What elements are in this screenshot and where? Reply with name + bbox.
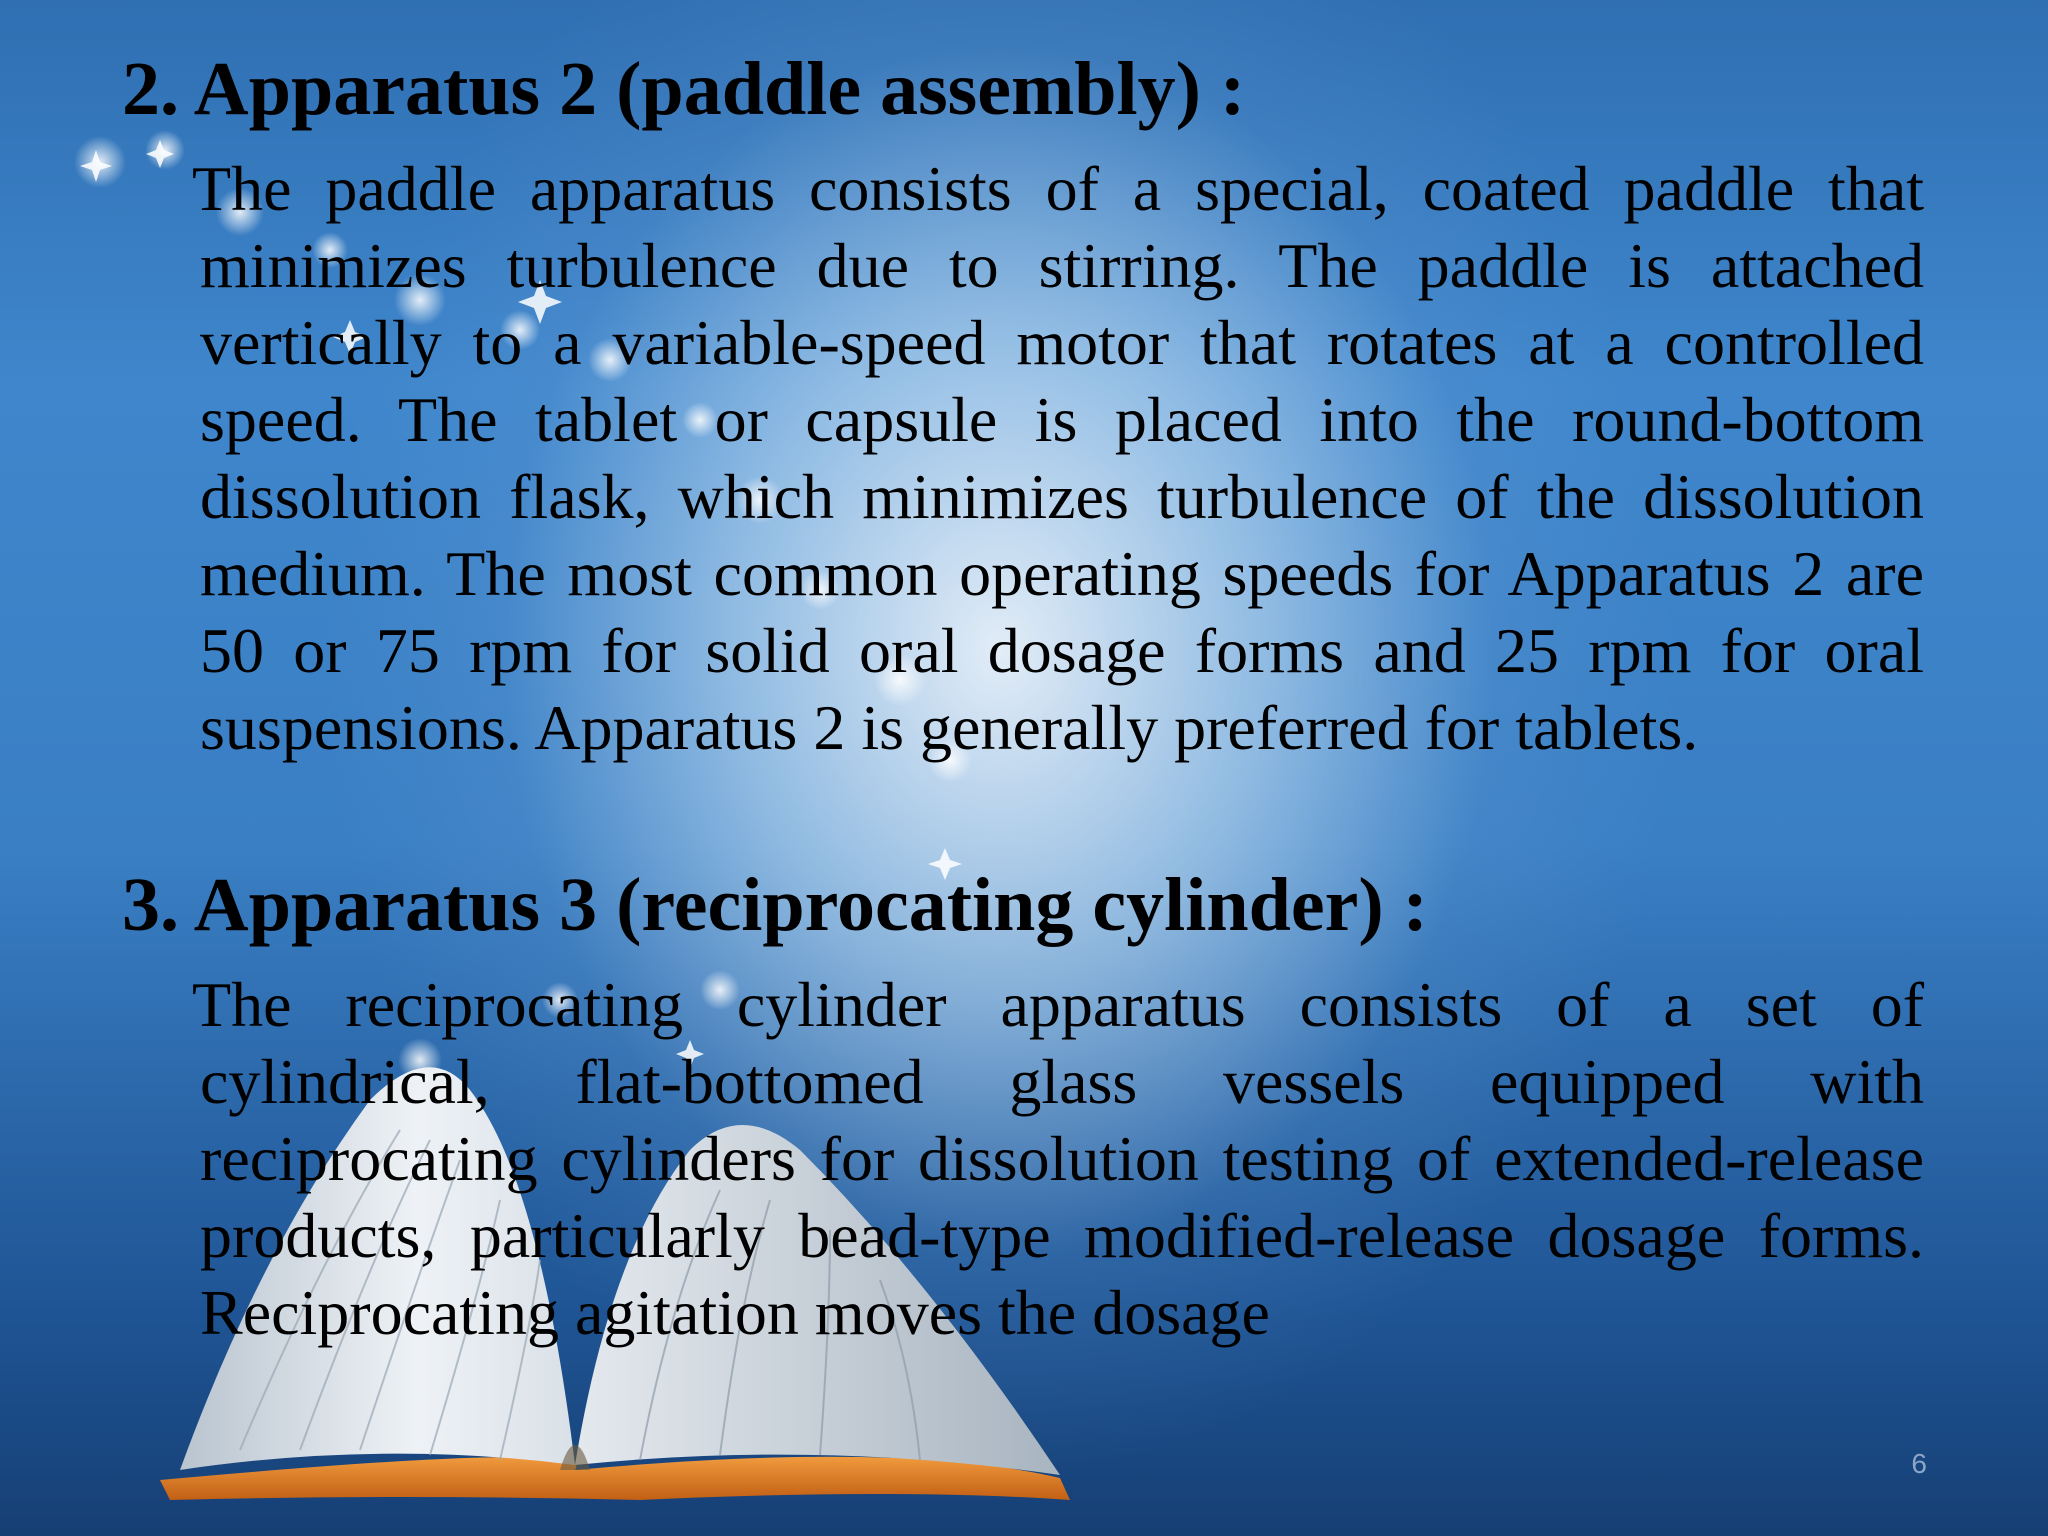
page-number: 6 [1911, 1448, 1927, 1479]
paragraph-apparatus-3: The reciprocating cylinder apparatus consists of a set of cylindrical, flat-bottomed glass vessels equipped with reciprocating cylinders for dissolution testing of extended-release products, particularly bead-type modified-release dosage forms. Reciprocating agitation moves the dosage [192, 969, 1924, 1348]
section-heading-apparatus-3: 3. Apparatus 3 (reciprocating cylinder) : [122, 863, 1428, 947]
section-heading-apparatus-2: 2. Apparatus 2 (paddle assembly) : [122, 47, 1246, 131]
paragraph-apparatus-2: The paddle apparatus consists of a special, coated paddle that minimizes turbulence due to stirring. The paddle is attached vertically to a variable-speed motor that rotates at a controlled speed. The tablet or capsule is placed into the round-bottom dissolution flask, which minimizes turbulence of the dissolution medium. The most common operating speeds for Apparatus 2 are 50 or 75 rpm for solid oral dosage forms and 25 rpm for oral suspensions. Apparatus 2 is generally preferred for tablets. [192, 153, 1924, 763]
